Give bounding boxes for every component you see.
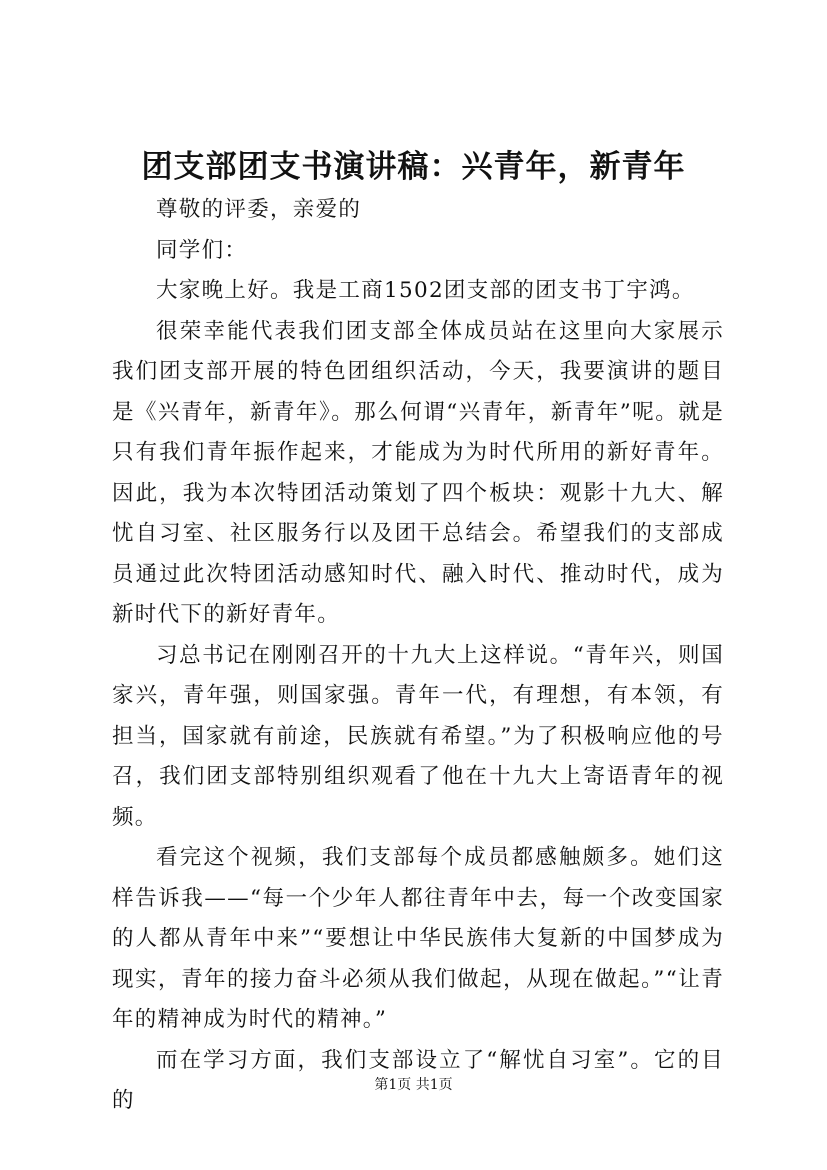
paragraph-greeting: 大家晚上好。我是工商1502团支部的团支书丁宇鸿。 [156, 278, 695, 303]
salutation-line-1: 尊敬的评委，亲爱的 [156, 197, 362, 222]
paragraph-introduction: 很荣幸能代表我们团支部全体成员站在这里向大家展示我们团支部开展的特色团组织活动，今天，我要演讲的题目是《兴青年，新青年》。那么何谓“兴青年，新青年”呢。就是只有我们青年振作起来，才能成为为时代所用的新好青年。因此，我为本次特团活动策划了四个板块：观影十九大、解忧自习室、社区服务行以及团干总结会。希望我们的支部成员通过此次特团活动感知时代、融入时代、推动时代，成为新时代下的新好青年。 [112, 318, 724, 627]
paragraph-reflection: 看完这个视频，我们支部每个成员都感触颇多。她们这样告诉我——“每一个少年人都往青年中去，每一个改变国家的人都从青年中来”“要想让中华民族伟大复新的中国梦成为现实，青年的接力奋斗必须从我们做起，从现在做起。”“让青年的精神成为时代的精神。” [112, 845, 724, 1032]
salutation-line-2: 同学们： [156, 237, 248, 263]
paragraph-quote: 习总书记在刚刚召开的十九大上这样说。“青年兴，则国家兴，青年强，则国家强。青年一代，有理想，有本领，有担当，国家就有前途，民族就有希望。”为了积极响应他的号召，我们团支部特别组织观看了他在十九大上寄语青年的视频。 [112, 642, 724, 830]
document-body [112, 190, 724, 1122]
document-title: 团支部团支书演讲稿：兴青年，新青年 [141, 149, 686, 185]
page-footer: 第1页 共1页 [374, 1077, 453, 1093]
paragraph-study: 而在学习方面，我们支部设立了“解忧自习室”。它的目的 [112, 1047, 724, 1113]
